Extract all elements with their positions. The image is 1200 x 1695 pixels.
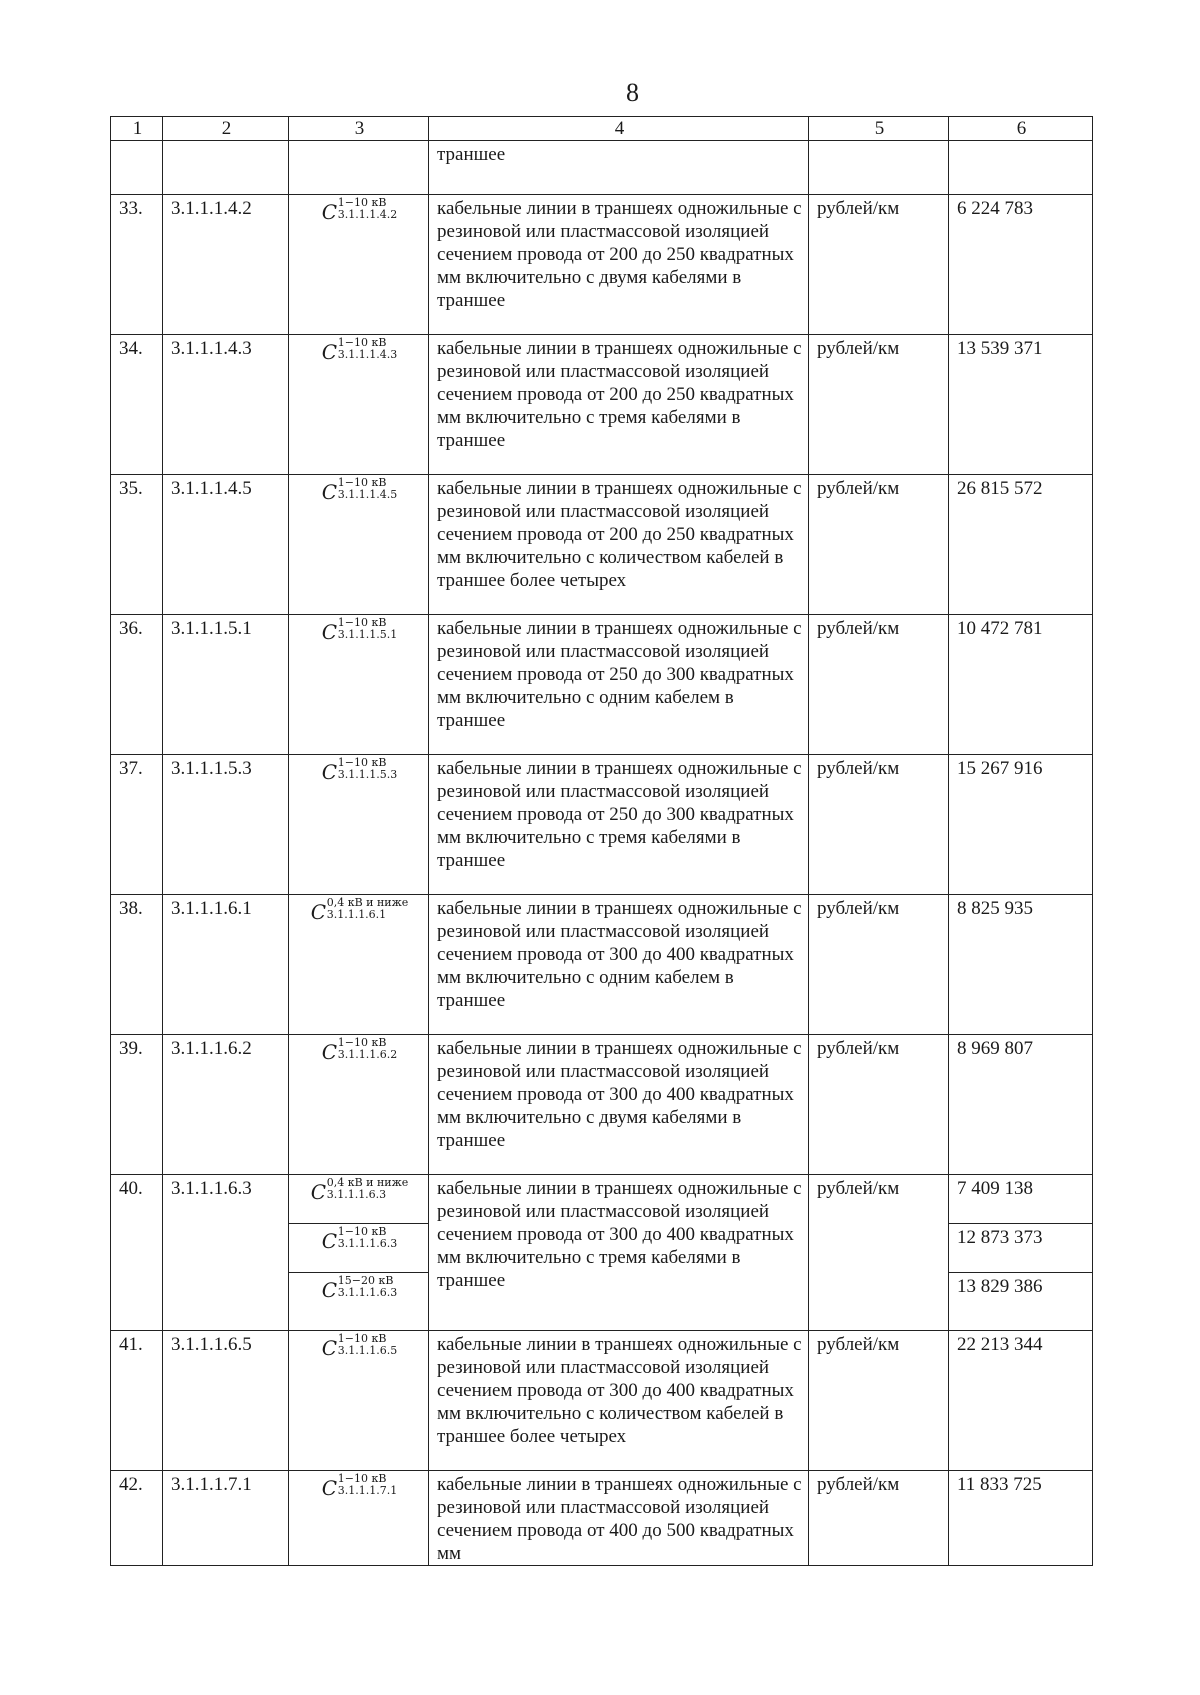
rate-symbol: C 15−20 кВ 3.1.1.1.6.3	[321, 1274, 398, 1302]
description-cell: кабельные линии в траншеях одножильные с резиновой или пластмассовой изоляцией сечением провода от 300 до 400 квадратных мм включительно с одним кабелем в траншее	[429, 895, 809, 1035]
table-row	[111, 1331, 1093, 1471]
symbol-subcell	[289, 1272, 428, 1321]
rate-symbol: C 1−10 кВ 3.1.1.1.4.3	[321, 336, 398, 364]
symbol-cell	[289, 1471, 429, 1566]
header-cell: 2	[163, 117, 289, 141]
unit-cell: рублей/км	[809, 1035, 949, 1175]
header-cell: 5	[809, 117, 949, 141]
value-subcell: 13 829 386	[949, 1272, 1092, 1321]
symbol-subcell	[297, 1177, 422, 1223]
symbol-subcell	[289, 1223, 428, 1272]
description-cell: кабельные линии в траншеях одножильные с резиновой или пластмассовой изоляцией сечением провода от 250 до 300 квадратных мм включительно с одним кабелем в траншее	[429, 615, 809, 755]
rate-symbol: C 1−10 кВ 3.1.1.1.6.5	[321, 1332, 398, 1360]
page-number: 8	[626, 78, 639, 107]
rate-symbol: C 1−10 кВ 3.1.1.1.5.1	[321, 616, 398, 644]
unit-cell: рублей/км	[809, 1175, 949, 1331]
description-cell: кабельные линии в траншеях одножильные с резиновой или пластмассовой изоляцией сечением провода от 200 до 250 квадратных мм включительно с количеством кабелей в траншее более четырех	[429, 475, 809, 615]
table-header-row	[111, 117, 1093, 141]
code-cell: 3.1.1.1.5.3	[163, 755, 289, 895]
symbol-cell	[289, 1331, 429, 1471]
row-number: 33.	[111, 195, 163, 335]
row-number: 40.	[111, 1175, 163, 1331]
code-cell: 3.1.1.1.4.3	[163, 335, 289, 475]
description-cell: кабельные линии в траншеях одножильные с резиновой или пластмассовой изоляцией сечением провода от 300 до 400 квадратных мм включительно с тремя кабелями в траншее	[429, 1175, 809, 1331]
header-cell: 6	[949, 117, 1093, 141]
unit-cell: рублей/км	[809, 1471, 949, 1566]
header-cell: 3	[289, 117, 429, 141]
unit-cell: рублей/км	[809, 335, 949, 475]
rate-symbol: C 0,4 кВ и ниже 3.1.1.1.6.1	[310, 896, 409, 924]
value-cell	[949, 1175, 1093, 1331]
table-row	[111, 615, 1093, 755]
value-cell: 11 833 725	[949, 1471, 1093, 1566]
table-row	[111, 475, 1093, 615]
symbol-cell	[289, 615, 429, 755]
row-number: 35.	[111, 475, 163, 615]
symbol-cell	[289, 195, 429, 335]
code-cell: 3.1.1.1.4.2	[163, 195, 289, 335]
table-row	[111, 755, 1093, 895]
table-row	[111, 1471, 1093, 1566]
value-cell: 15 267 916	[949, 755, 1093, 895]
value-cell: 6 224 783	[949, 195, 1093, 335]
description-cell: кабельные линии в траншеях одножильные с резиновой или пластмассовой изоляцией сечением провода от 200 до 250 квадратных мм включительно с двумя кабелями в траншее	[429, 195, 809, 335]
rate-symbol: C 1−10 кВ 3.1.1.1.6.2	[321, 1036, 398, 1064]
unit-cell: рублей/км	[809, 475, 949, 615]
tariff-table	[110, 116, 1093, 1566]
unit-cell: рублей/км	[809, 895, 949, 1035]
unit-cell: рублей/км	[809, 1331, 949, 1471]
table-row	[111, 895, 1093, 1035]
rate-symbol: C 1−10 кВ 3.1.1.1.7.1	[321, 1472, 398, 1500]
header-cell: 4	[429, 117, 809, 141]
row-number: 36.	[111, 615, 163, 755]
row-number: 42.	[111, 1471, 163, 1566]
table-row	[111, 195, 1093, 335]
value-cell: 26 815 572	[949, 475, 1093, 615]
description-cell: кабельные линии в траншеях одножильные с резиновой или пластмассовой изоляцией сечением провода от 400 до 500 квадратных мм	[429, 1471, 809, 1566]
rate-symbol: C 1−10 кВ 3.1.1.1.4.5	[321, 476, 398, 504]
value-cell: 13 539 371	[949, 335, 1093, 475]
value-subcell: 7 409 138	[957, 1178, 1033, 1199]
code-cell: 3.1.1.1.4.5	[163, 475, 289, 615]
row-number: 38.	[111, 895, 163, 1035]
value-cell: 8 969 807	[949, 1035, 1093, 1175]
row-number: 41.	[111, 1331, 163, 1471]
rate-symbol: C 0,4 кВ и ниже 3.1.1.1.6.3	[310, 1176, 409, 1204]
row-number: 39.	[111, 1035, 163, 1175]
code-cell: 3.1.1.1.5.1	[163, 615, 289, 755]
symbol-cell	[289, 475, 429, 615]
symbol-cell	[289, 1175, 429, 1331]
value-cell: 8 825 935	[949, 895, 1093, 1035]
table-row	[111, 1035, 1093, 1175]
description-cell: кабельные линии в траншеях одножильные с резиновой или пластмассовой изоляцией сечением провода от 250 до 300 квадратных мм включительно с тремя кабелями в траншее	[429, 755, 809, 895]
value-cell: 10 472 781	[949, 615, 1093, 755]
value-subcell: 12 873 373	[949, 1223, 1092, 1272]
description-cell: кабельные линии в траншеях одножильные с резиновой или пластмассовой изоляцией сечением провода от 200 до 250 квадратных мм включительно с тремя кабелями в траншее	[429, 335, 809, 475]
rate-symbol: C 1−10 кВ 3.1.1.1.5.3	[321, 756, 398, 784]
symbol-cell	[289, 335, 429, 475]
row-number: 34.	[111, 335, 163, 475]
table-row	[111, 335, 1093, 475]
description-cell: кабельные линии в траншеях одножильные с резиновой или пластмассовой изоляцией сечением провода от 300 до 400 квадратных мм включительно с двумя кабелями в траншее	[429, 1035, 809, 1175]
symbol-cell	[289, 895, 429, 1035]
table-row	[111, 1175, 1093, 1331]
code-cell: 3.1.1.1.6.5	[163, 1331, 289, 1471]
unit-cell: рублей/км	[809, 195, 949, 335]
code-cell: 3.1.1.1.6.2	[163, 1035, 289, 1175]
symbol-cell	[289, 1035, 429, 1175]
unit-cell: рублей/км	[809, 615, 949, 755]
header-cell: 1	[111, 117, 163, 141]
rate-symbol: C 1−10 кВ 3.1.1.1.4.2	[321, 196, 398, 224]
description-cell: кабельные линии в траншеях одножильные с резиновой или пластмассовой изоляцией сечением провода от 300 до 400 квадратных мм включительно с количеством кабелей в траншее более четырех	[429, 1331, 809, 1471]
description-cell: траншее	[429, 141, 809, 195]
unit-cell: рублей/км	[809, 755, 949, 895]
table-row-continuation	[111, 141, 1093, 195]
code-cell: 3.1.1.1.7.1	[163, 1471, 289, 1566]
value-cell: 22 213 344	[949, 1331, 1093, 1471]
code-cell: 3.1.1.1.6.1	[163, 895, 289, 1035]
rate-symbol: C 1−10 кВ 3.1.1.1.6.3	[321, 1225, 398, 1253]
symbol-cell	[289, 755, 429, 895]
row-number: 37.	[111, 755, 163, 895]
code-cell: 3.1.1.1.6.3	[163, 1175, 289, 1331]
